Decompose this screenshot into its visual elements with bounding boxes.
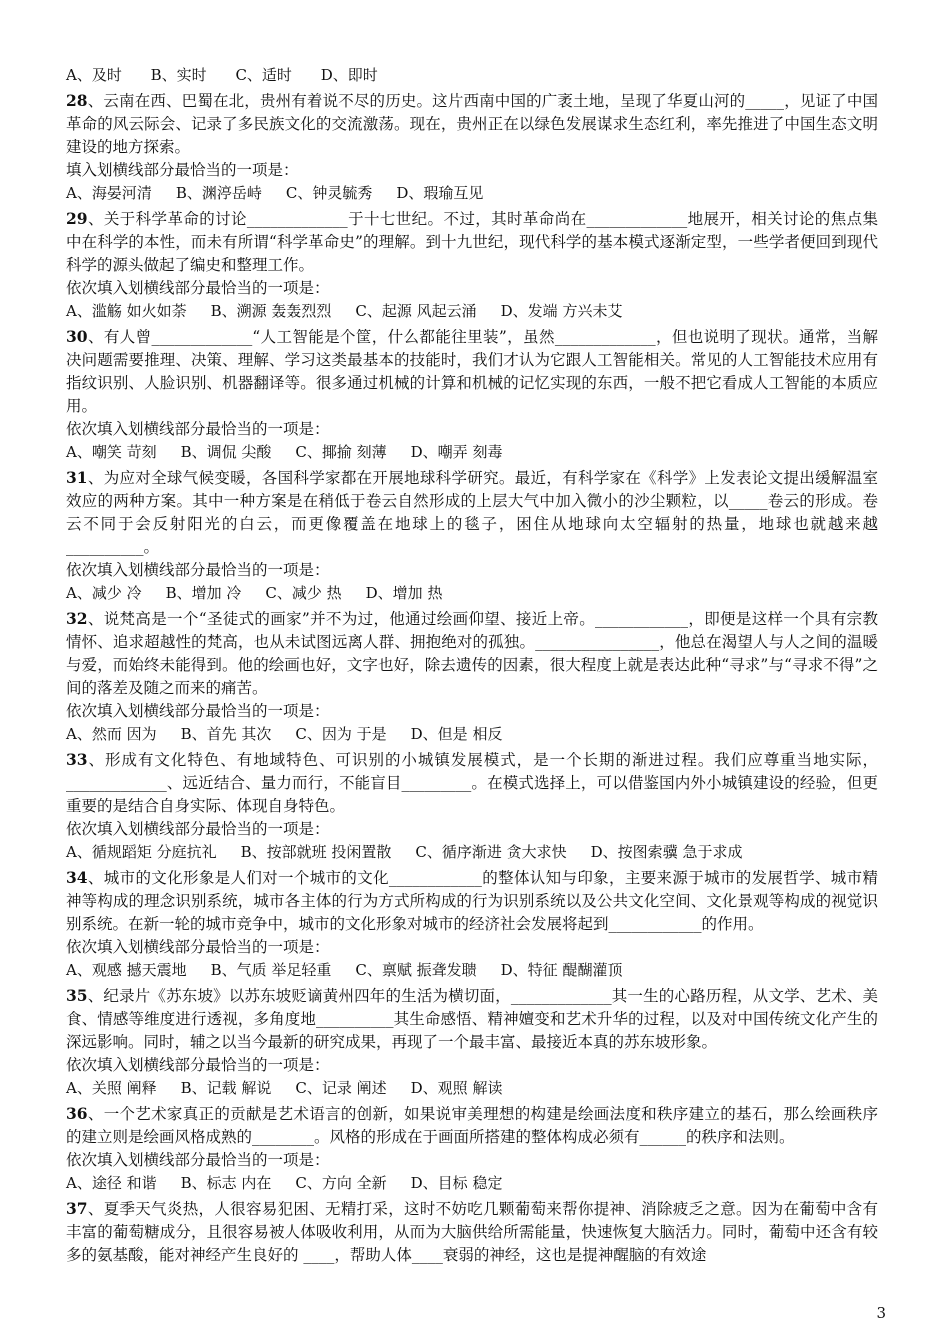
question-prompt: 依次填入划横线部分最恰当的一项是： [66,702,330,720]
option: A、观感 撼天震地 [66,961,187,979]
option: B、首先 其次 [180,725,272,743]
answer-options [66,723,878,746]
question-number: 31 [66,468,88,487]
question-number: 36 [66,1104,88,1123]
question-number: 37 [66,1199,88,1218]
option: C、禀赋 振聋发聩 [355,961,477,979]
question-list [66,89,878,1267]
option: B、增加 冷 [165,584,242,602]
question-text [66,89,878,159]
option: D、目标 稳定 [410,1174,503,1192]
question-text [66,1102,878,1149]
question-33 [66,748,878,864]
question-37 [66,1197,878,1267]
option: A、途径 和谐 [66,1174,157,1192]
option: B、调侃 尖酸 [180,443,272,461]
option: C、适时 [235,66,292,84]
answer-options [66,1077,878,1100]
option: B、气质 举足轻重 [210,961,332,979]
option: A、滥觞 如火如荼 [66,302,187,320]
question-body: 、云南在西、巴蜀在北，贵州有着说不尽的历史。这片西南中国的广袤土地，呈现了华夏山河的_____，见证了中国革命的风云际会、记录了多民族文化的交流激荡。现在，贵州正在以绿色发展谋求生态红利，率先推进了中国生态文明建设的地方探索。 [66,92,878,156]
question-body: 、形成有文化特色、有地域特色、可识别的小城镇发展模式，是一个长期的渐进过程。我们应尊重当地实际，_____________、远近结合、量力而行，不能盲目_________。在模式选择上，可以借鉴国内外小城镇建设的经验，但更重要的是结合自身实际、体现自身特色。 [66,751,878,815]
question-text [66,866,878,936]
option: A、嘲笑 苛刻 [66,443,157,461]
option: D、瑕瑜互见 [396,184,484,202]
question-28 [66,89,878,205]
option: B、记载 解说 [180,1079,272,1097]
answer-options [66,841,878,864]
option: B、实时 [150,66,207,84]
question-body: 、纪录片《苏东坡》以苏东坡贬谪黄州四年的生活为横切面，_____________其一生的心路历程，从文学、艺术、美食、情感等维度进行透视，多角度地__________其生命感悟、精神嬗变和艺术升华的过程，以及对中国传统文化产生的深远影响。同时，辅之以当今最新的研究成果，再现了一个最丰富、最接近本真的苏东坡形象。 [66,987,878,1051]
question-number: 28 [66,91,88,110]
option: B、标志 内在 [180,1174,272,1192]
option: A、及时 [66,66,122,84]
question-number: 29 [66,209,88,228]
answer-options [66,1172,878,1195]
question-31 [66,466,878,605]
option: C、因为 于是 [295,725,387,743]
question-prompt: 依次填入划横线部分最恰当的一项是： [66,420,330,438]
option: C、起源 风起云涌 [355,302,477,320]
document-page [66,64,878,1267]
question-29 [66,207,878,323]
question-body: 、城市的文化形象是人们对一个城市的文化____________的整体认知与印象，主要来源于城市的发展哲学、城市精神等构成的理念识别系统，城市各主体的行为方式所构成的行为识别系统以及公共文化空间、文化景观等构成的视觉识别系统。在新一轮的城市竞争中，城市的文化形象对城市的经济社会发展将起到____________的作用。 [66,869,878,933]
question-number: 33 [66,750,88,769]
answer-options [66,441,878,464]
question-34 [66,866,878,982]
option: A、循规蹈矩 分庭抗礼 [66,843,217,861]
question-number: 30 [66,327,88,346]
question-number: 34 [66,868,88,887]
option: A、关照 阐释 [66,1079,157,1097]
question-body: 、关于科学革命的讨论_____________于十七世纪。不过，其时革命尚在_____________地展开，相关讨论的焦点集中在科学的本性，而未有所谓“科学革命史”的理解。到十九世纪，现代科学的基本模式逐渐定型，一些学者便回到现代科学的源头做起了编史和整理工作。 [66,210,878,274]
option: B、按部就班 投闲置散 [240,843,392,861]
question-prompt: 依次填入划横线部分最恰当的一项是： [66,1056,330,1074]
option: D、特征 醍醐灌顶 [500,961,623,979]
option: C、记录 阐述 [295,1079,387,1097]
answer-options [66,300,878,323]
question-36 [66,1102,878,1195]
question-text [66,984,878,1054]
question-text [66,207,878,277]
option: D、增加 热 [365,584,443,602]
page-number: 3 [876,1304,886,1322]
question-32 [66,607,878,746]
question-prompt: 依次填入划横线部分最恰当的一项是： [66,820,330,838]
option: B、渊渟岳峙 [175,184,262,202]
question-text [66,607,878,700]
question-prompt: 依次填入划横线部分最恰当的一项是： [66,279,330,297]
question-35 [66,984,878,1100]
question-text [66,1197,878,1267]
option: C、揶揄 刻薄 [295,443,387,461]
question-prompt: 依次填入划横线部分最恰当的一项是： [66,561,330,579]
question-prompt: 填入划横线部分最恰当的一项是： [66,161,299,179]
question-body: 、说梵高是一个“圣徒式的画家”并不为过，他通过绘画仰望、接近上帝。____________，即便是这样一个具有宗教情怀、追求超越性的梵高，也从未试图远离人群、拥抱绝对的孤独。________________，他总在渴望人与人之间的温暖与爱，而始终未能得到。他的绘画也好，文字也好，除去遗传的因素，很大程度上就是表达此种“寻求”与“寻求不得”之间的落差及随之而来的痛苦。 [66,610,878,697]
option: D、观照 解读 [410,1079,503,1097]
option: B、溯源 轰轰烈烈 [210,302,332,320]
question-body: 、有人曾_____________“人工智能是个筐，什么都能往里装”，虽然_____________，但也说明了现状。通常，当解决问题需要推理、决策、理解、学习这类最基本的技能时，我们才认为它跟人工智能相关。常见的人工智能技术应用有指纹识别、人脸识别、机器翻译等。很多通过机械的计算和机械的记忆实现的东西，一般不把它看成人工智能的本质应用。 [66,328,878,415]
question-text [66,748,878,818]
answer-options [66,959,878,982]
option: A、然而 因为 [66,725,157,743]
option: C、方向 全新 [295,1174,387,1192]
option: D、发端 方兴未艾 [500,302,623,320]
option: D、但是 相反 [410,725,503,743]
option: A、海晏河清 [66,184,152,202]
question-number: 35 [66,986,88,1005]
question-text [66,325,878,418]
question-text [66,466,878,559]
option: A、减少 冷 [66,584,142,602]
option: D、嘲弄 刻毒 [410,443,503,461]
option: C、钟灵毓秀 [285,184,373,202]
option: D、按图索骥 急于求成 [590,843,743,861]
question-body: 、夏季天气炎热，人很容易犯困、无精打采，这时不妨吃几颗葡萄来帮你提神、消除疲乏之意。因为在葡萄中含有丰富的葡萄糖成分，且很容易被人体吸收利用，从而为大脑供给所需能量，快速恢复大脑活力。同时，葡萄中还含有较多的氨基酸，能对神经产生良好的 ____，帮助人体____衰弱的神经，这也是提神醒脑的有效途 [66,1200,878,1264]
option: D、即时 [320,66,378,84]
option: C、循序渐进 贪大求快 [415,843,567,861]
question-prompt: 依次填入划横线部分最恰当的一项是： [66,1151,330,1169]
question-body: 、为应对全球气候变暖，各国科学家都在开展地球科学研究。最近，有科学家在《科学》上发表论文提出缓解温室效应的两种方案。其中一种方案是在稍低于卷云自然形成的上层大气中加入微小的沙尘颗粒，以_____卷云的形成。卷云不同于会反射阳光的白云，而更像覆盖在地球上的毯子，困住从地球向太空辐射的热量，地球也就越来越__________。 [66,469,878,556]
question-body: 、一个艺术家真正的贡献是艺术语言的创新，如果说审美理想的构建是绘画法度和秩序建立的基石，那么绘画秩序的建立则是绘画风格成熟的________。风格的形成在于画面所搭建的整体构成必须有______的秩序和法则。 [66,1105,878,1146]
top-options [66,64,878,87]
option: C、减少 热 [265,584,342,602]
question-number: 32 [66,609,88,628]
question-prompt: 依次填入划横线部分最恰当的一项是： [66,938,330,956]
question-30 [66,325,878,464]
answer-options [66,182,878,205]
answer-options [66,582,878,605]
